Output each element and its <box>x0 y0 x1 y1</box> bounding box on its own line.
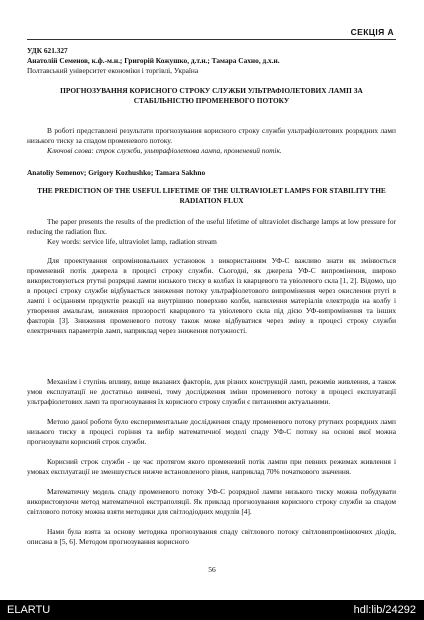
abstract-ua: В роботі представлені результати прогнозування корисного строку служби ультрафіолетових розрядних ламп низького тиску за спадом променевого потоку. <box>27 126 396 146</box>
affiliation-ua: Полтавський університет економіки і торгівлі, Україна <box>27 66 199 75</box>
keywords-en: Key words: service life, ultraviolet lamp, radiation stream <box>47 237 217 246</box>
header-rule <box>27 39 396 40</box>
footer-handle: hdl:lib/24292 <box>353 604 416 616</box>
title-ua: ПРОГНОЗУВАННЯ КОРИСНОГО СТРОКУ СЛУЖБИ УЛЬТРАФІОЛЕТОВИХ ЛАМП ЗА СТАБІЛЬНІСТЮ ПРОМЕНЕВОГО ПОТОКУ <box>60 86 363 106</box>
abstract-en: The paper presents the results of the prediction of the useful lifetime of ultraviolet discharge lamps at low pressure for reducing the radiation flux. <box>27 217 396 237</box>
footer-bar <box>0 600 424 620</box>
keywords-ua: Ключові слова: строк служби, ультрафіолетова лампа, променевий потік. <box>47 146 282 155</box>
body-paragraph: Корисний строк служби - це час протягом якого променевий потік лампи при певних режимах живлення і умовах експлуатації не зменшується нижче встановленого рівня, наприклад 70% початкового значення. <box>27 457 396 477</box>
body-paragraph: Нами була взята за основу методика прогнозування спаду світлового потоку світловипромінюючих діодів, описана в [5, 6]. Методом прогнозування корисного <box>27 527 396 547</box>
section-header: СЕКЦІЯ А <box>350 27 394 37</box>
footer-source: ELARTU <box>7 604 51 616</box>
udc-code: УДК 621.327 <box>27 46 68 55</box>
authors-en: Anatoliy Semenov; Grigory Kozhushko; Tamara Sakhno <box>27 168 206 177</box>
body-paragraph: Метою даної роботи було експериментальне дослідження спаду променевого потоку ртутних розрядних ламп низького тиску в процесі горіння та вибір математичної моделі спаду УФ-С потоку на основі якої можна прогнозувати корисний строк служби. <box>27 417 396 447</box>
body-paragraph: Математичну модель спаду променевого потоку УФ-С розрядної лампи низького тиску можна побудувати використовуючи метод математичної екстраполяції. Як приклад прогнозування корисного строку служби за спадом світлового потоку можна взяти методики для світлодіодних модулів [4]. <box>27 487 396 517</box>
page-number: 56 <box>208 565 216 574</box>
body-paragraph: Для проектування опромінювальних установок з використанням УФ-С важливо знати як змінюється променевий потік джерела в процесі строку служби. Сьогодні, як джерела УФ-С випромінення, широко використовуються ртутні розрядні лампи низького тиску в колбах із кварцевого та увіолевого скла [1, 2]. Відомо, що в процесі строку служби відбувається зниження потоку ультрафіолетового випромінення через окислення ртуті в лампі і осіданням продуктів реакції на внутрішню поверхню колби, напилення матеріалів електродів на колбу і утворення амальгам, зниження прозорості кварцового та увіолевого скла під дією УФ-випромінення та інших факторів [3]. Зниження променевого потоку також може відбуватися через зміну в процесі строку служби електричних параметрів ламп, наприклад через зниження потужності. <box>27 256 396 336</box>
body-paragraph: Механізм і ступінь впливу, вище вказаних факторів, для різних конструкцій ламп, режимів живлення, а також умов експлуатації не достатньо вивчені, тому дослідження зміни променевого потоку в процесі експлуатації ультрафіолетових ламп та прогнозування їх корисного строку служби є питаннями актуальними. <box>27 377 396 407</box>
authors-ua: Анатолій Семенов, к.ф.-м.н.; Григорій Кожушко, д.т.н.; Тамара Сахно, д.х.н. <box>27 56 280 65</box>
title-en: THE PREDICTION OF THE USEFUL LIFETIME OF THE ULTRAVIOLET LAMPS FOR STABILITY THE RADIATION FLUX <box>37 186 386 206</box>
